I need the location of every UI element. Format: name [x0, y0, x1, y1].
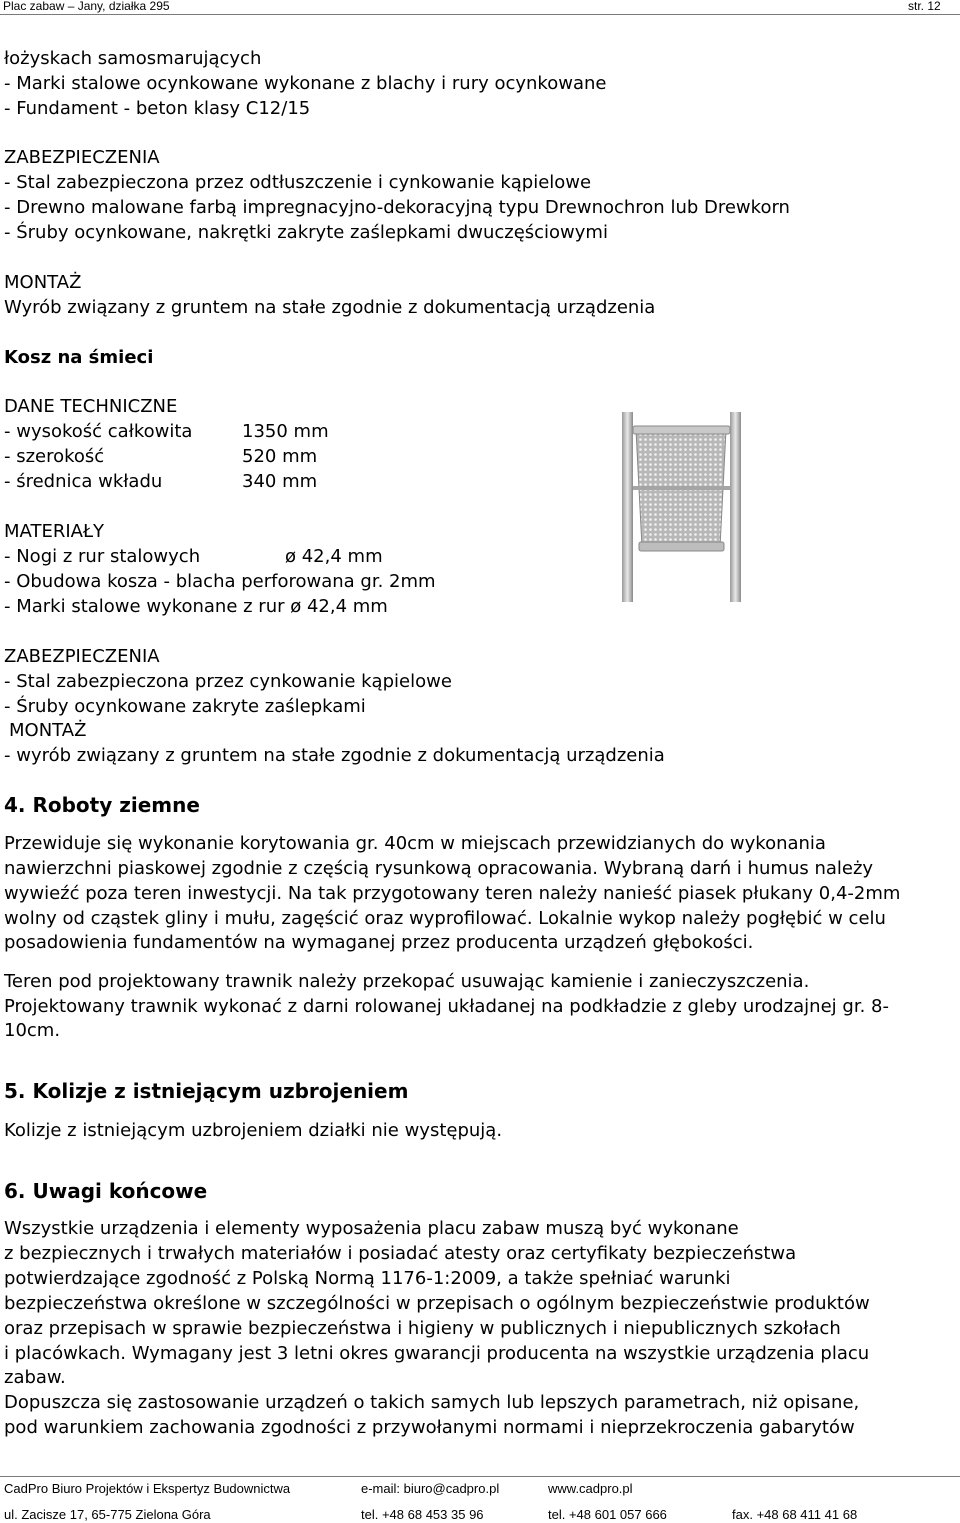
paragraph-line: Projektowany trawnik wykonać z darni rolowanej układanej na podkładzie z gleby urodzajnej gr. 8-: [4, 996, 889, 1017]
section-label: MONTAŻ: [4, 272, 82, 293]
paragraph-line: posadowienia fundamentów na wymaganej przez producenta urządzeń głębokości.: [4, 932, 754, 953]
section-label: ZABEZPIECZENIA: [4, 646, 160, 667]
paragraph-line: i placówkach. Wymagany jest 3 letni okres gwarancji producenta na wszystkie urządzenia placu: [4, 1343, 870, 1364]
section-label: DANE TECHNICZNE: [4, 396, 178, 417]
product-title: Kosz na śmieci: [4, 347, 154, 368]
footer-tel-1: tel. +48 68 453 35 96: [361, 1507, 484, 1522]
paragraph-line: Przewiduje się wykonanie korytowania gr. 40cm w miejscach przewidzianych do wykonania: [4, 833, 826, 854]
footer-email[interactable]: e-mail: biuro@cadpro.pl: [361, 1481, 500, 1496]
spec-label: - wysokość całkowita: [4, 421, 193, 442]
section-label: MATERIAŁY: [4, 521, 105, 542]
footer-divider: [0, 1476, 960, 1477]
footer-address: ul. Zacisze 17, 65-775 Zielona Góra: [4, 1507, 211, 1522]
trash-bin-image: [618, 412, 746, 604]
footer-fax: fax. +48 68 411 41 68: [732, 1507, 858, 1522]
header-title: Plac zabaw – Jany, działka 295: [3, 0, 170, 13]
text-line: - Nogi z rur stalowych: [4, 546, 201, 567]
spec-value: 340 mm: [242, 471, 318, 492]
section-label: ZABEZPIECZENIA: [4, 147, 160, 168]
paragraph-line: wywieźć poza teren inwestycji. Na tak przygotowany teren należy nanieść piasek płukany 0,4-2mm: [4, 883, 901, 904]
text-line: ø 42,4 mm: [285, 546, 383, 567]
paragraph-line: nawierzchni piaskowej zgodnie z częścią rysunkową opracowania. Wybraną darń i humus należy: [4, 858, 874, 879]
paragraph-line: z bezpiecznych i trwałych materiałów i posiadać atesty oraz certyfikaty bezpieczeństwa: [4, 1243, 797, 1264]
spec-value: 520 mm: [242, 446, 318, 467]
spec-label: - średnica wkładu: [4, 471, 163, 492]
text-line: - Stal zabezpieczona przez cynkowanie kąpielowe: [4, 671, 452, 692]
paragraph-line: Wszystkie urządzenia i elementy wyposażenia placu zabaw muszą być wykonane: [4, 1218, 739, 1239]
text-line: - Stal zabezpieczona przez odtłuszczenie i cynkowanie kąpielowe: [4, 172, 592, 193]
text-line: - Fundament - beton klasy C12/15: [4, 98, 311, 119]
paragraph-line: 10cm.: [4, 1020, 61, 1041]
text-line: - Śruby ocynkowane, nakrętki zakryte zaślepkami dwuczęściowymi: [4, 222, 608, 243]
page-number: str. 12: [908, 0, 941, 13]
text-line: - Drewno malowane farbą impregnacyjno-dekoracyjną typu Drewnochron lub Drewkorn: [4, 197, 790, 218]
section-heading-4: 4. Roboty ziemne: [4, 793, 200, 817]
spec-value: 1350 mm: [242, 421, 329, 442]
paragraph-line: wolny od cząstek gliny i mułu, zagęścić oraz wyprofilować. Lokalnie wykop należy pogłębić w celu: [4, 908, 886, 929]
paragraph-line: Teren pod projektowany trawnik należy przekopać usuwając kamienie i zanieczyszczenia.: [4, 971, 810, 992]
text-line: - Obudowa kosza - blacha perforowana gr. 2mm: [4, 571, 436, 592]
section-heading-5: 5. Kolizje z istniejącym uzbrojeniem: [4, 1079, 409, 1103]
page-header: [0, 0, 960, 13]
text-line: łożyskach samosmarujących: [4, 48, 262, 69]
text-line: - Śruby ocynkowane zakryte zaślepkami: [4, 696, 366, 717]
section-heading-6: 6. Uwagi końcowe: [4, 1179, 208, 1203]
paragraph-line: Kolizje z istniejącym uzbrojeniem działki nie występują.: [4, 1120, 503, 1141]
paragraph-line: pod warunkiem zachowania zgodności z przywołanymi normami i nieprzekroczenia gabarytów: [4, 1417, 855, 1438]
footer-company: CadPro Biuro Projektów i Ekspertyz Budownictwa: [4, 1481, 291, 1496]
section-label: MONTAŻ: [9, 720, 87, 741]
footer-tel-2: tel. +48 601 057 666: [548, 1507, 667, 1522]
paragraph-line: Dopuszcza się zastosowanie urządzeń o takich samych lub lepszych parametrach, niż opisane,: [4, 1392, 860, 1413]
text-line: - Marki stalowe wykonane z rur ø 42,4 mm: [4, 596, 388, 617]
paragraph-line: oraz przepisach w sprawie bezpieczeństwa i higieny w publicznych i niepublicznych szkołach: [4, 1318, 841, 1339]
paragraph-line: zabaw.: [4, 1367, 66, 1388]
text-line: - wyrób związany z gruntem na stałe zgodnie z dokumentacją urządzenia: [4, 745, 665, 766]
paragraph-line: bezpieczeństwa określone w szczególności w przepisach o ogólnym bezpieczeństwie produktów: [4, 1293, 870, 1314]
text-line: Wyrób związany z gruntem na stałe zgodnie z dokumentacją urządzenia: [4, 297, 656, 318]
footer-website[interactable]: www.cadpro.pl: [548, 1481, 633, 1496]
paragraph-line: potwierdzające zgodność z Polską Normą 1176-1:2009, a także spełniać warunki: [4, 1268, 731, 1289]
text-line: - Marki stalowe ocynkowane wykonane z blachy i rury ocynkowane: [4, 73, 607, 94]
spec-label: - szerokość: [4, 446, 105, 467]
header-divider: [0, 14, 960, 15]
